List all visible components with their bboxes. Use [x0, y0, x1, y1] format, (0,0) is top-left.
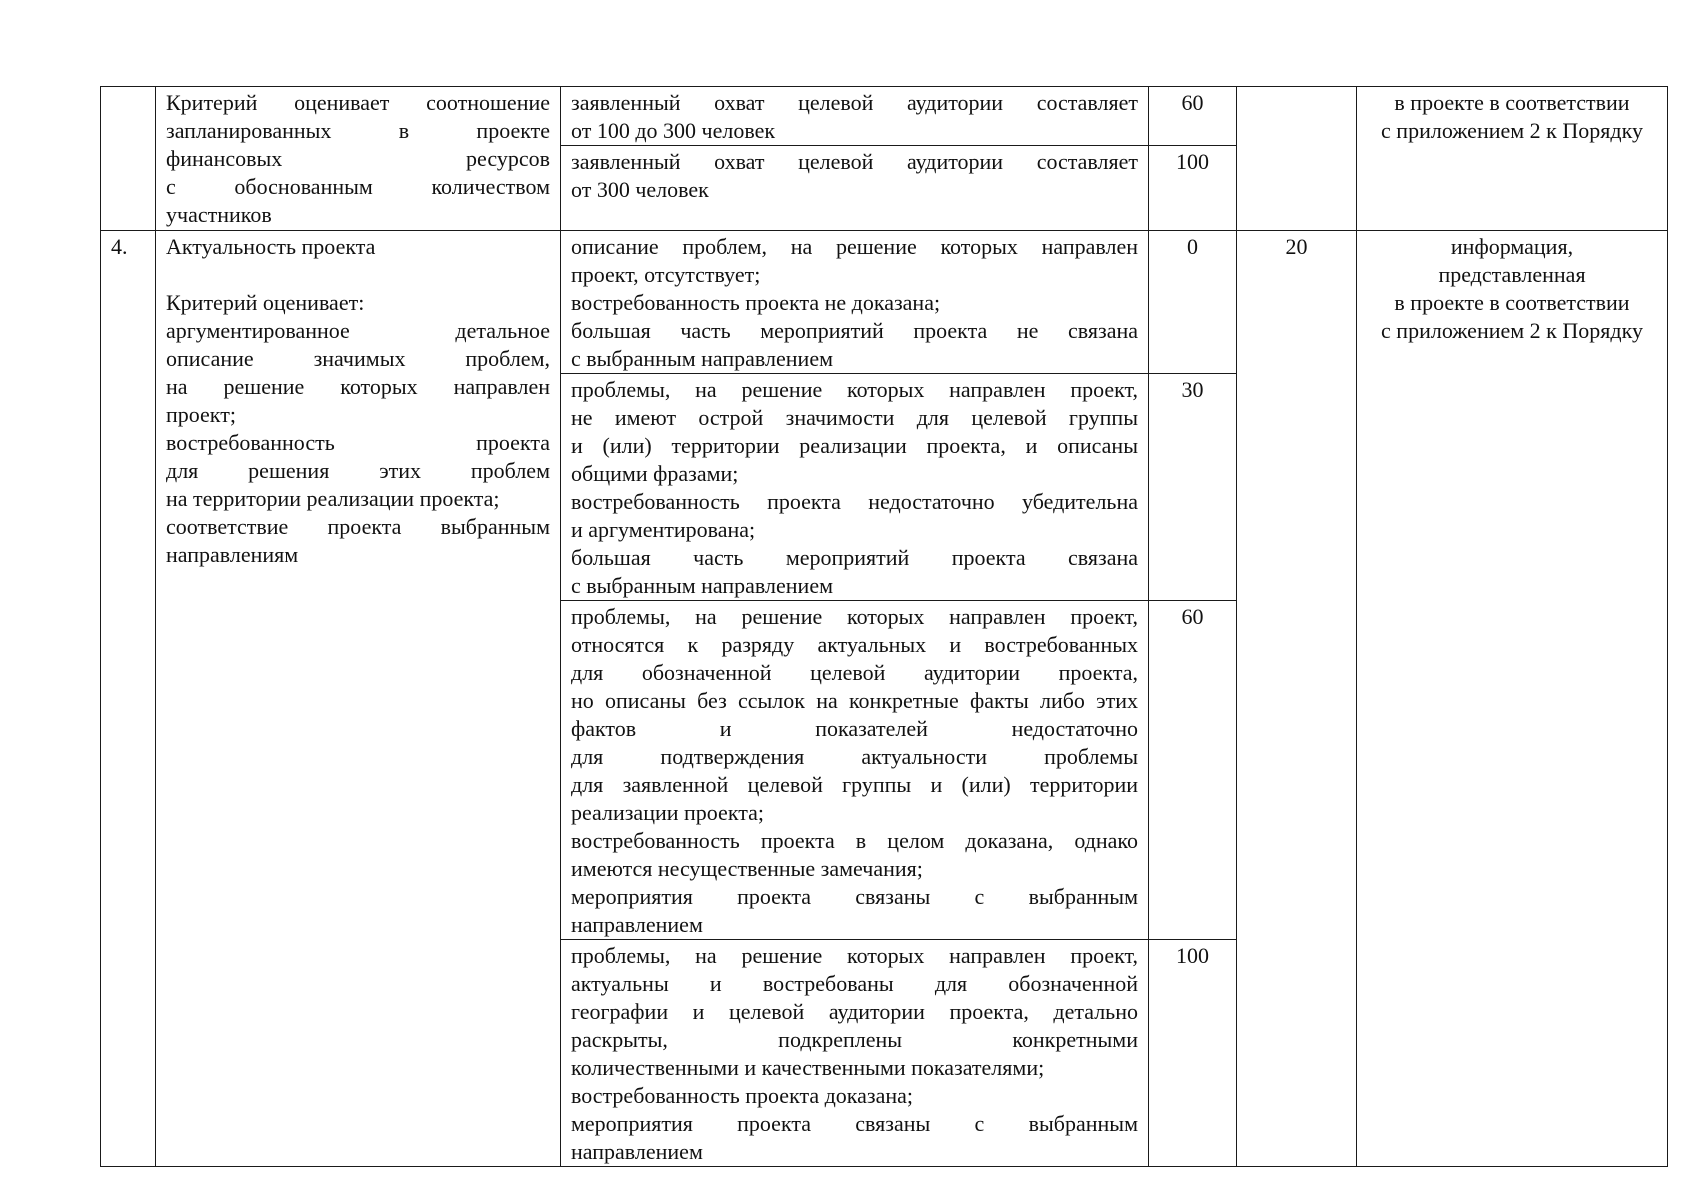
grade-description — [561, 601, 1149, 940]
criterion-line: описание значимых проблем, — [166, 346, 550, 371]
grade-line: и (или) территории реализации проекта, и описаны — [571, 433, 1138, 458]
score-value: 60 — [1149, 601, 1237, 940]
grade-line: количественными и качественными показателями; — [571, 1055, 1045, 1080]
criterion-description — [156, 87, 561, 231]
criterion-line: на решение которых направлен — [166, 374, 550, 399]
grade-line: географии и целевой аудитории проекта, детально — [571, 999, 1138, 1024]
source-line: с приложением 2 к Порядку — [1381, 118, 1643, 143]
score-value: 0 — [1149, 231, 1237, 374]
grade-line: востребованность проекта в целом доказана, однако — [571, 828, 1138, 853]
criterion-line: финансовых ресурсов — [166, 146, 550, 171]
grade-line: имеются несущественные замечания; — [571, 856, 923, 881]
source-line: с приложением 2 к Порядку — [1381, 318, 1643, 343]
criterion-line: востребованность проекта — [166, 430, 550, 455]
source-line: в проекте в соответствии — [1394, 290, 1630, 315]
grade-line: заявленный охват целевой аудитории составляет — [571, 90, 1138, 115]
table-row — [101, 87, 1668, 146]
grade-line: описание проблем, на решение которых направлен — [571, 234, 1138, 259]
grade-line: общими фразами; — [571, 461, 739, 486]
criteria-table — [100, 86, 1668, 1167]
grade-line: относятся к разряду актуальных и востребованных — [571, 632, 1138, 657]
criterion-line: участников — [166, 202, 272, 227]
criterion-line: с обоснованным количеством — [166, 174, 550, 199]
criterion-line: соответствие проекта выбранным — [166, 514, 550, 539]
criterion-line: для решения этих проблем — [166, 458, 550, 483]
source-info — [1357, 231, 1668, 1167]
grade-line: направлением — [571, 1139, 703, 1164]
score-value: 30 — [1149, 374, 1237, 601]
grade-line: для заявленной целевой группы и (или) территории — [571, 772, 1138, 797]
grade-line: от 300 человек — [571, 177, 709, 202]
grade-description — [561, 87, 1149, 146]
grade-line: не имеют острой значимости для целевой группы — [571, 405, 1138, 430]
grade-line: проблемы, на решение которых направлен проект, — [571, 377, 1138, 402]
grade-line: востребованность проекта не доказана; — [571, 290, 941, 315]
grade-line: востребованность проекта недостаточно убедительна — [571, 489, 1138, 514]
score-value: 100 — [1149, 146, 1237, 231]
grade-line: актуальны и востребованы для обозначенной — [571, 971, 1138, 996]
grade-line: реализации проекта; — [571, 800, 764, 825]
blank-line — [166, 261, 550, 289]
criterion-line: проект; — [166, 402, 236, 427]
weight-value — [1237, 87, 1357, 231]
grade-line: для подтверждения актуальности проблемы — [571, 744, 1138, 769]
grade-description — [561, 231, 1149, 374]
grade-line: с выбранным направлением — [571, 573, 834, 598]
source-line: информация, — [1450, 234, 1574, 259]
grade-line: направлением — [571, 912, 703, 937]
criterion-line: на территории реализации проекта; — [166, 486, 500, 511]
source-info — [1357, 87, 1668, 231]
table-row — [101, 231, 1668, 374]
grade-line: большая часть мероприятий проекта не связана — [571, 318, 1138, 343]
grade-line: мероприятия проекта связаны с выбранным — [571, 884, 1138, 909]
criterion-line: запланированных в проекте — [166, 118, 550, 143]
weight-value: 20 — [1237, 231, 1357, 1167]
grade-line: для обозначенной целевой аудитории проекта, — [571, 660, 1138, 685]
grade-description — [561, 146, 1149, 231]
row-number — [101, 87, 156, 231]
criterion-title: Актуальность проекта — [166, 234, 376, 259]
criterion-line: Критерий оценивает: — [166, 290, 365, 315]
grade-description — [561, 374, 1149, 601]
grade-line: и аргументирована; — [571, 517, 756, 542]
grade-line: фактов и показателей недостаточно — [571, 716, 1138, 741]
grade-line: но описаны без ссылок на конкретные факты либо этих — [571, 688, 1138, 713]
criterion-description — [156, 231, 561, 1167]
criterion-line: направлениям — [166, 542, 299, 567]
source-line: в проекте в соответствии — [1394, 90, 1630, 115]
grade-description — [561, 940, 1149, 1167]
grade-line: от 100 до 300 человек — [571, 118, 776, 143]
criterion-line: Критерий оценивает соотношение — [166, 90, 550, 115]
score-value: 100 — [1149, 940, 1237, 1167]
grade-line: проблемы, на решение которых направлен проект, — [571, 943, 1138, 968]
grade-line: заявленный охват целевой аудитории составляет — [571, 149, 1138, 174]
source-line: представленная — [1438, 262, 1586, 287]
grade-line: востребованность проекта доказана; — [571, 1083, 914, 1108]
score-value: 60 — [1149, 87, 1237, 146]
row-number: 4. — [101, 231, 156, 1167]
grade-line: с выбранным направлением — [571, 346, 834, 371]
grade-line: большая часть мероприятий проекта связана — [571, 545, 1138, 570]
grade-line: проект, отсутствует; — [571, 262, 761, 287]
grade-line: проблемы, на решение которых направлен проект, — [571, 604, 1138, 629]
grade-line: мероприятия проекта связаны с выбранным — [571, 1111, 1138, 1136]
criterion-line: аргументированное детальное — [166, 318, 550, 343]
grade-line: раскрыты, подкреплены конкретными — [571, 1027, 1138, 1052]
